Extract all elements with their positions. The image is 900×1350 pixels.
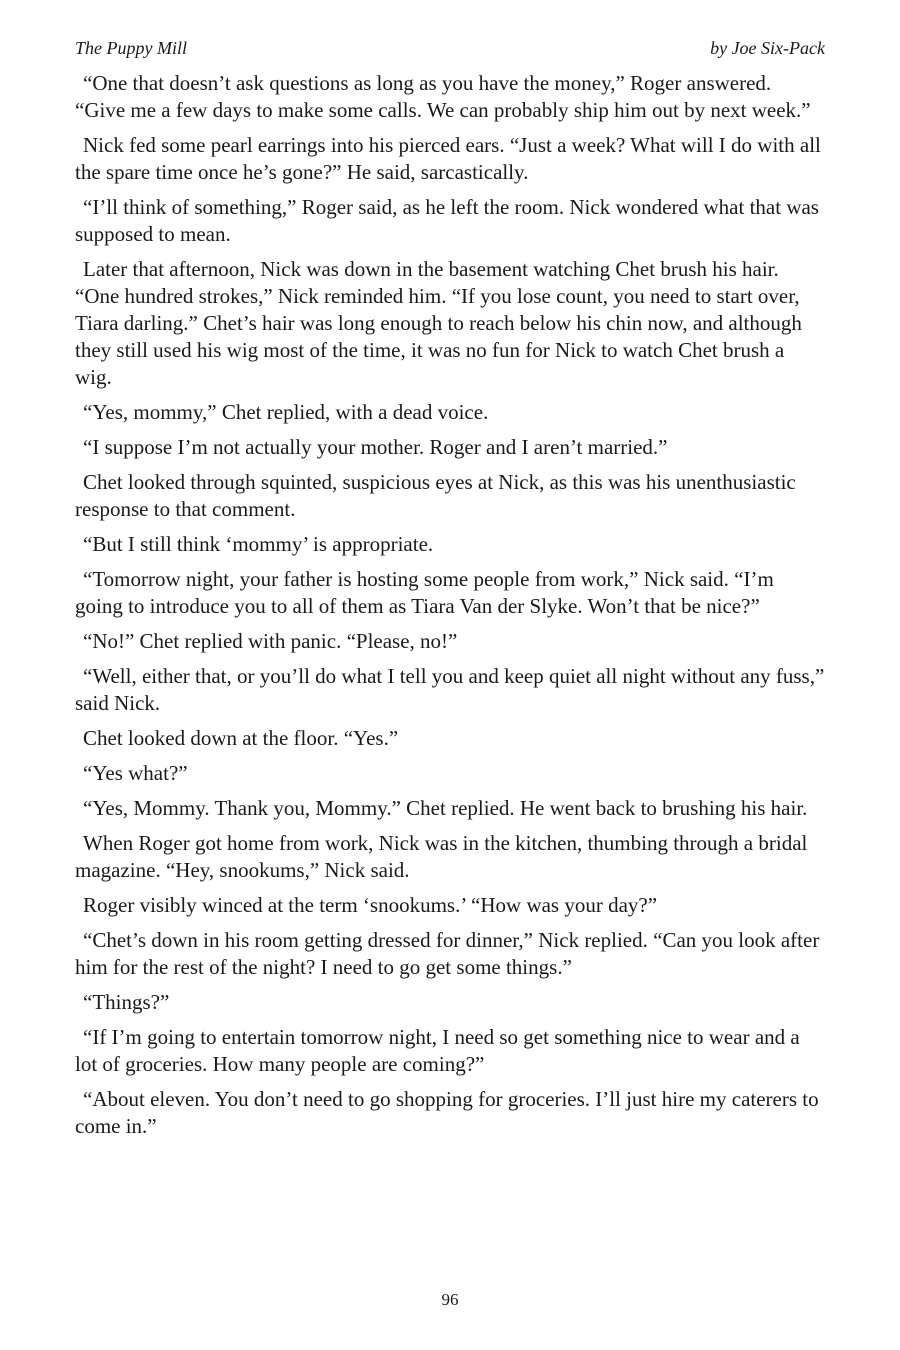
paragraph: Chet looked down at the floor. “Yes.” [83,726,399,750]
paragraph: Nick fed some pearl earrings into his pierced ears. “Just a week? What will I do with all the spare time once he’s gone?” He said, sarcastically. [75,133,821,184]
book-title: The Puppy Mill [75,38,187,58]
paragraph: “But I still think ‘mommy’ is appropriate. [83,532,434,556]
paragraph: “I’ll think of something,” Roger said, as he left the room. Nick wondered what that was supposed to mean. [75,195,819,246]
paragraph: Later that afternoon, Nick was down in the basement watching Chet brush his hair. “One hundred strokes,” Nick reminded him. “If you lose count, you need to start over, Tiara darling.” Chet’s hair was long enough to reach below his chin now, and although they still used his wig most of the time, it was no fun for Nick to watch Chet brush a wig. [75,257,802,389]
paragraph: “Yes, Mommy. Thank you, Mommy.” Chet replied. He went back to brushing his hair. [83,796,808,820]
paragraph: “Yes, mommy,” Chet replied, with a dead voice. [83,400,489,424]
paragraph: “No!” Chet replied with panic. “Please, no!” [83,629,458,653]
paragraph: Roger visibly winced at the term ‘snookums.’ “How was your day?” [83,893,658,917]
paragraph: “Well, either that, or you’ll do what I tell you and keep quiet all night without any fuss,” said Nick. [75,664,825,715]
paragraph: Chet looked through squinted, suspicious eyes at Nick, as this was his unenthusiastic response to that comment. [75,470,796,521]
page-number: 96 [441,1290,459,1309]
page-body [75,70,825,1148]
paragraph: When Roger got home from work, Nick was in the kitchen, thumbing through a bridal magazine. “Hey, snookums,” Nick said. [75,831,808,882]
paragraph: “Yes what?” [83,761,188,785]
paragraph: “Tomorrow night, your father is hosting some people from work,” Nick said. “I’m going to introduce you to all of them as Tiara Van der Slyke. Won’t that be nice?” [75,567,774,618]
paragraph: “Things?” [83,990,170,1014]
paragraph: “I suppose I’m not actually your mother. Roger and I aren’t married.” [83,435,668,459]
paragraph: “If I’m going to entertain tomorrow night, I need so get something nice to wear and a lot of groceries. How many people are coming?” [75,1025,800,1076]
paragraph: “About eleven. You don’t need to go shopping for groceries. I’ll just hire my caterers to come in.” [75,1087,819,1138]
running-header [75,37,825,59]
author-line: by Joe Six-Pack [710,38,825,58]
paragraph: “Chet’s down in his room getting dressed for dinner,” Nick replied. “Can you look after him for the rest of the night? I need to go get some things.” [75,928,820,979]
paragraph: “One that doesn’t ask questions as long as you have the money,” Roger answered. “Give me a few days to make some calls. We can probably ship him out by next week.” [75,71,811,122]
